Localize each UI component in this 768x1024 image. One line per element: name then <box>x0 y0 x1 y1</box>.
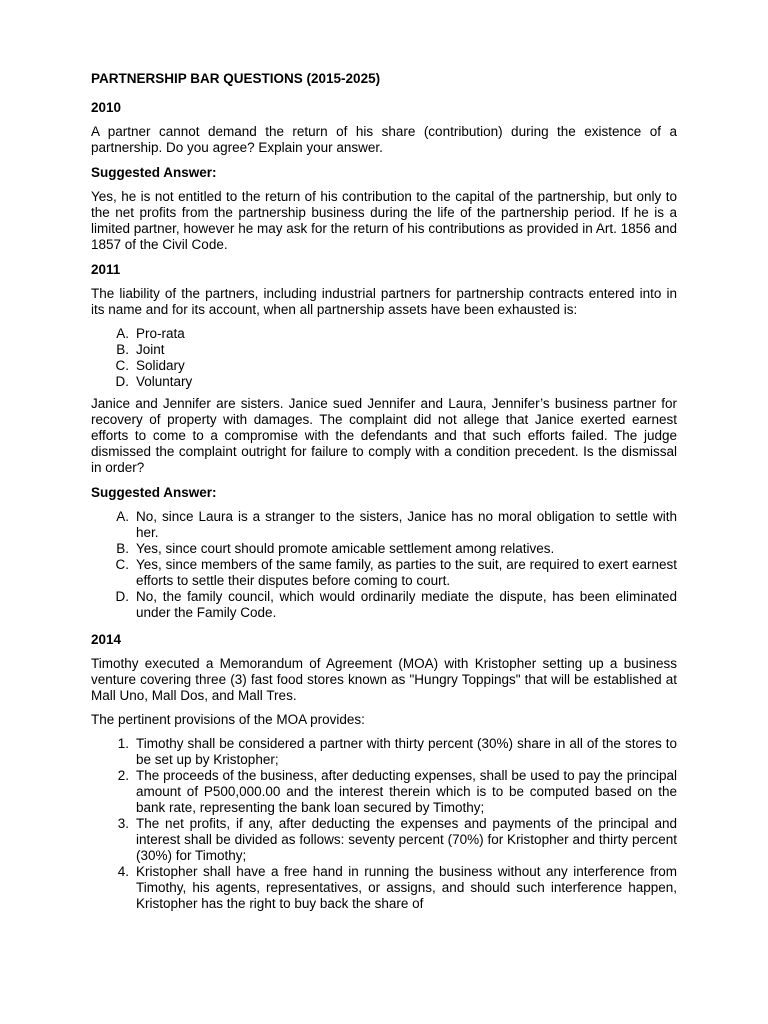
list-item <box>91 557 677 589</box>
options-2011-2 <box>91 509 677 621</box>
list-item <box>91 864 677 912</box>
list-text: Timothy shall be considered a partner with thirty percent (30%) share in all of the stores to be set up by Kristopher; <box>136 736 677 767</box>
year-heading-2014: 2014 <box>91 632 122 647</box>
list-text: Joint <box>136 342 165 357</box>
list-item <box>91 374 677 390</box>
list-text: Solidary <box>136 358 185 373</box>
question-2011-2: Janice and Jennifer are sisters. Janice sued Jennifer and Laura, Jennifer’s business partner for recovery of property with damages. The complaint did not allege that Janice exerted earnest efforts to come to a compromise with the defendants and that such efforts failed. The judge dismissed the complaint outright for failure to comply with a condition precedent. Is the dismissal in order? <box>91 396 677 475</box>
year-heading-2011: 2011 <box>91 262 121 277</box>
list-marker: 1. <box>117 736 129 751</box>
document-title: PARTNERSHIP BAR QUESTIONS (2015-2025) <box>91 71 381 86</box>
list-text: Yes, since members of the same family, as parties to the suit, are required to exert earnest efforts to settle their disputes before coming to court. <box>136 557 677 588</box>
answer-2010: Yes, he is not entitled to the return of his contribution to the capital of the partnership, but only to the net profits from the partnership business during the life of the partnership period. If he is a limited partner, however he may ask for the return of his contributions as provided in Art. 1856 and 1857 of the Civil Code. <box>91 189 677 252</box>
list-item <box>91 509 677 541</box>
suggested-answer-label-2010: Suggested Answer: <box>91 165 217 180</box>
list-marker: A. <box>116 509 129 524</box>
question-2011-1: The liability of the partners, including industrial partners for partnership contracts entered into in its name and for its account, when all partnership assets have been exhausted is: <box>91 286 677 317</box>
list-item <box>91 326 677 342</box>
list-item <box>91 589 677 621</box>
provisions-intro-2014: The pertinent provisions of the MOA provides: <box>91 712 365 727</box>
list-marker: C. <box>115 358 129 373</box>
suggested-answer-label-2011: Suggested Answer: <box>91 485 217 500</box>
list-text: No, the family council, which would ordinarily mediate the dispute, has been eliminated under the Family Code. <box>136 589 677 620</box>
list-text: Voluntary <box>136 374 193 389</box>
list-marker: B. <box>116 541 129 556</box>
year-heading-2010: 2010 <box>91 100 122 115</box>
list-marker: C. <box>115 557 129 572</box>
list-text: Pro-rata <box>136 326 185 341</box>
provisions-list-2014 <box>91 736 677 912</box>
list-item <box>91 816 677 864</box>
list-item <box>91 541 677 557</box>
list-text: Kristopher shall have a free hand in running the business without any interference from Timothy, his agents, representatives, or assigns, and should such interference happen, Kristopher has the right to buy back the share of <box>136 864 677 911</box>
list-text: Yes, since court should promote amicable settlement among relatives. <box>136 541 555 556</box>
intro-2014: Timothy executed a Memorandum of Agreement (MOA) with Kristopher setting up a business venture covering three (3) fast food stores known as "Hungry Toppings" that will be established at Mall Uno, Mall Dos, and Mall Tres. <box>91 656 677 703</box>
question-2010: A partner cannot demand the return of his share (contribution) during the existence of a partnership. Do you agree? Explain your answer. <box>91 124 677 155</box>
list-text: The proceeds of the business, after deducting expenses, shall be used to pay the principal amount of P500,000.00 and the interest therein which is to be computed based on the bank rate, representing the bank loan secured by Timothy; <box>136 768 677 815</box>
list-item <box>91 736 677 768</box>
list-marker: A. <box>116 326 129 341</box>
list-marker: B. <box>116 342 129 357</box>
list-marker: 4. <box>117 864 129 879</box>
list-marker: D. <box>115 374 129 389</box>
list-text: No, since Laura is a stranger to the sisters, Janice has no moral obligation to settle with her. <box>136 509 677 540</box>
list-marker: D. <box>115 589 129 604</box>
list-item <box>91 768 677 816</box>
list-marker: 3. <box>117 816 129 831</box>
list-marker: 2. <box>117 768 129 783</box>
list-item <box>91 358 677 374</box>
list-item <box>91 342 677 358</box>
options-2011-1 <box>91 326 677 390</box>
list-text: The net profits, if any, after deducting the expenses and payments of the principal and interest shall be divided as follows: seventy percent (70%) for Kristopher and thirty percent (30%) for Timothy; <box>136 816 677 863</box>
